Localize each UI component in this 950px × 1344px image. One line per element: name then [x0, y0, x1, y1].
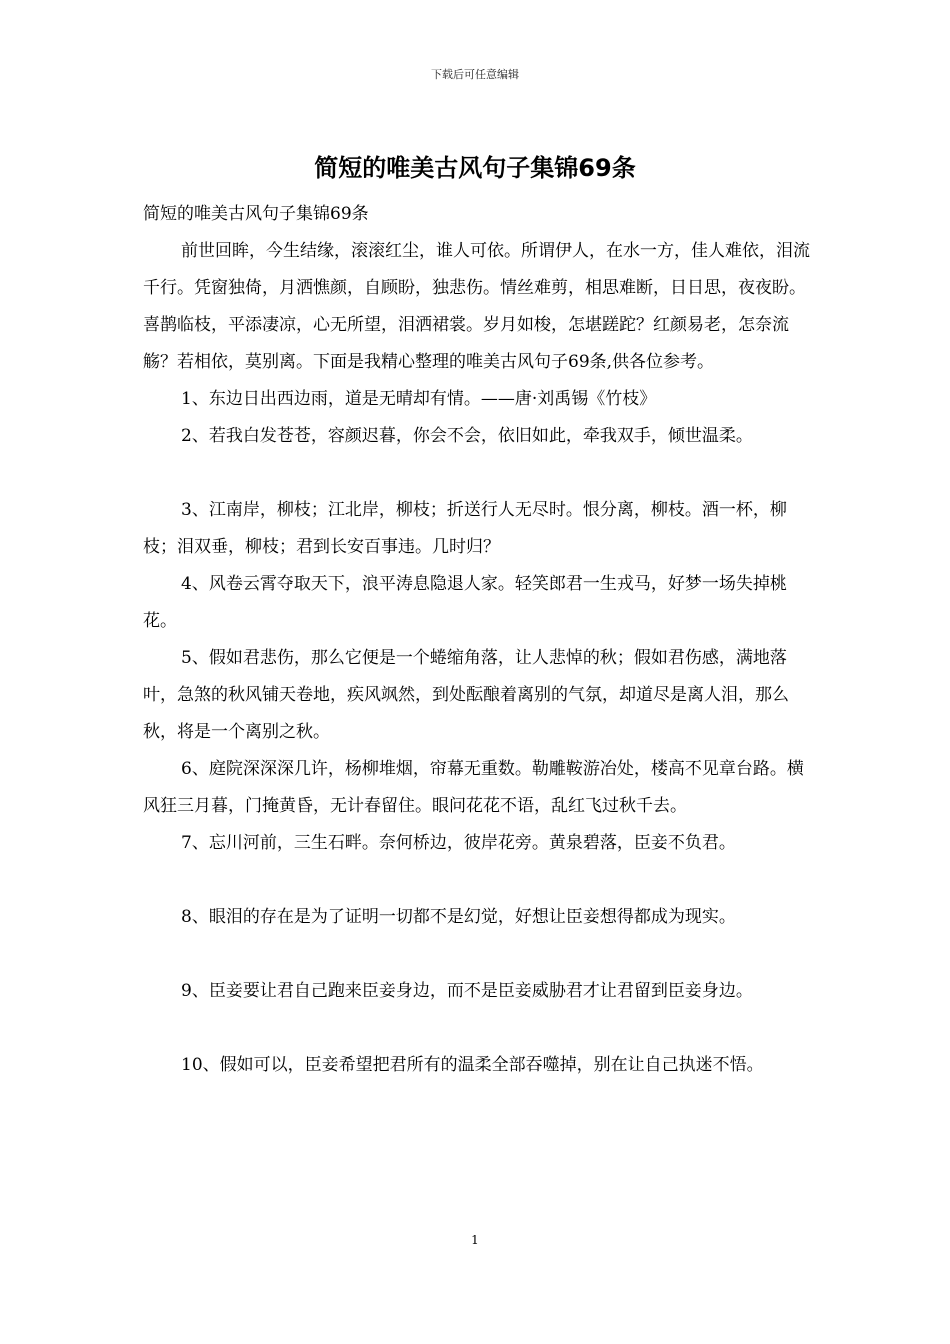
list-item: 1、东边日出西边雨，道是无晴却有情。——唐·刘禹锡《竹枝》	[181, 389, 657, 409]
list-item: 9、臣妾要让君自己跑来臣妾身边，而不是臣妾威胁君才让君留到臣妾身边。	[181, 981, 753, 1001]
document-body	[143, 196, 819, 1084]
header-note: 下载后可任意编辑	[431, 68, 519, 81]
list-item: 4、风卷云霄夺取天下，浪平涛息隐退人家。轻笑郎君一生戎马，好梦一场失掉桃花。	[143, 574, 787, 631]
list-item: 8、眼泪的存在是为了证明一切都不是幻觉，好想让臣妾想得都成为现实。	[181, 907, 736, 927]
list-item: 10、假如可以，臣妾希望把君所有的温柔全部吞噬掉，别在让自己执迷不悟。	[181, 1055, 764, 1075]
list-item: 6、庭院深深深几许，杨柳堆烟，帘幕无重数。勒雕鞍游冶处，楼高不见章台路。横风狂三月暮，门掩黄昏，无计春留住。眼问花花不语，乱红飞过秋千去。	[143, 759, 804, 816]
list-item: 5、假如君悲伤，那么它便是一个蜷缩角落，让人悲悼的秋；假如君伤感，满地落叶，急煞的秋风铺天卷地，疾风飒然，到处酝酿着离别的气氛，却道尽是离人泪，那么秋，将是一个离别之秋。	[143, 648, 789, 742]
list-item: 3、江南岸，柳枝；江北岸，柳枝；折送行人无尽时。恨分离，柳枝。酒一杯，柳枝；泪双垂，柳枝；君到长安百事违。几时归？	[143, 500, 787, 557]
list-item: 7、忘川河前，三生石畔。奈何桥边，彼岸花旁。黄泉碧落，臣妾不负君。	[181, 833, 736, 853]
list-item: 2、若我白发苍苍，容颜迟暮，你会不会，依旧如此，牵我双手，倾世温柔。	[181, 426, 753, 446]
document-subtitle: 简短的唯美古风句子集锦69条	[143, 204, 369, 224]
intro-paragraph: 前世回眸，今生结缘，滚滚红尘，谁人可依。所谓伊人，在水一方，佳人难依，泪流千行。凭窗独倚，月洒憔颜，自顾盼，独悲伤。情丝难剪，相思难断，日日思，夜夜盼。喜鹊临枝，平添凄凉，心无所望，泪洒裙裳。岁月如梭，怎堪蹉跎？红颜易老，怎奈流觞？若相依，莫别离。下面是我精心整理的唯美古风句子69条,供各位参考。	[143, 241, 810, 372]
document-title: 简短的唯美古风句子集锦69条	[314, 154, 636, 182]
page-number: 1	[471, 1233, 479, 1247]
